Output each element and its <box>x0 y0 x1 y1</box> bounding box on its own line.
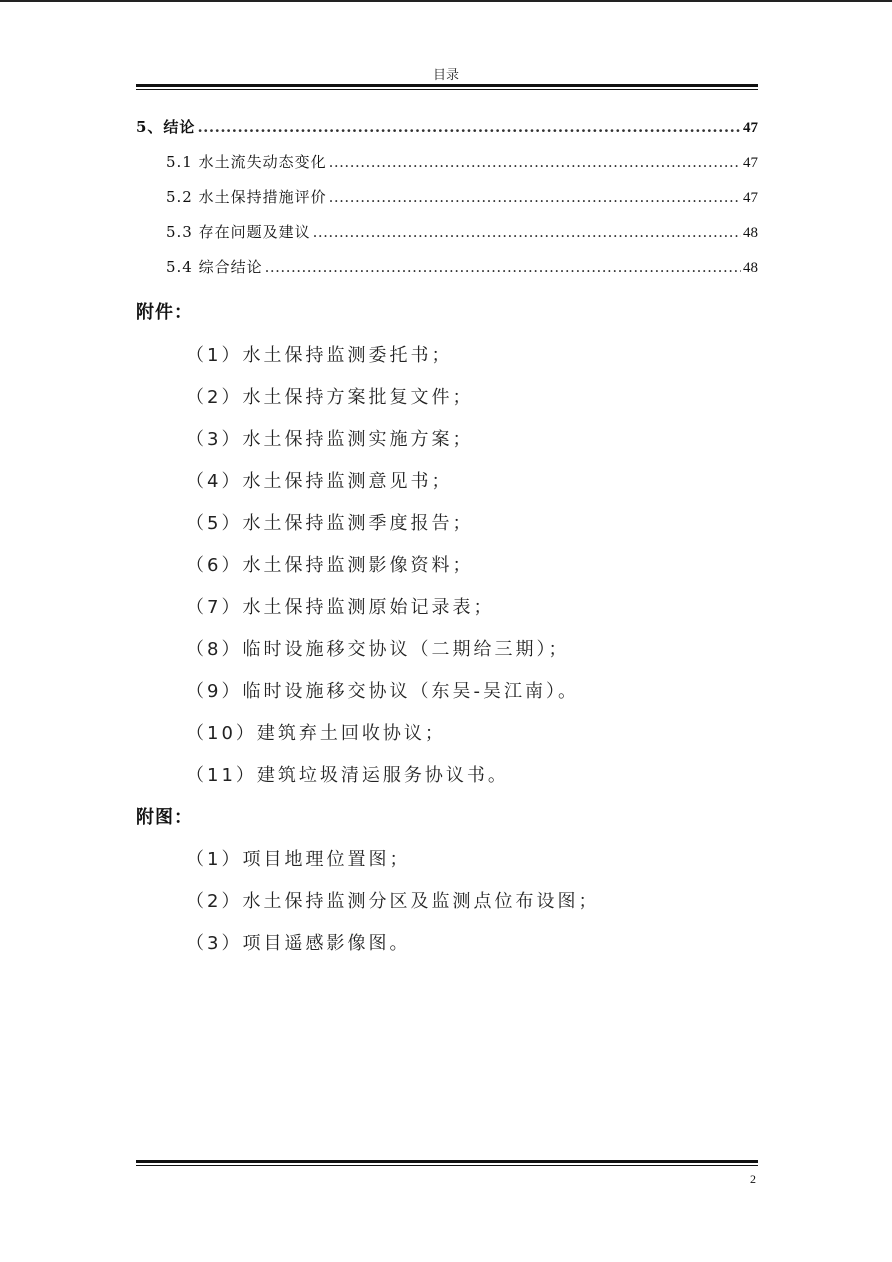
footer-rule-thin <box>136 1165 758 1166</box>
toc-entry-5-2[interactable] <box>166 186 758 208</box>
toc-label: 5.1 水土流失动态变化 <box>166 153 327 171</box>
toc-page-number: 47 <box>743 155 758 171</box>
attachment-item: （6）水土保持监测影像资料； <box>186 555 474 576</box>
toc-label: 5.3 存在问题及建议 <box>166 223 311 241</box>
attachment-item: （11）建筑垃圾清运服务协议书。 <box>186 765 509 786</box>
figure-item: （2）水土保持监测分区及监测点位布设图； <box>186 891 600 912</box>
figures-heading: 附图： <box>136 807 193 828</box>
attachment-item: （9）临时设施移交协议（东吴-吴江南）。 <box>186 681 579 702</box>
toc-entry-5-4[interactable] <box>166 256 758 278</box>
figure-item: （1）项目地理位置图； <box>186 849 411 870</box>
toc-leader-dots <box>329 188 741 206</box>
attachment-item: （8）临时设施移交协议（二期给三期）； <box>186 639 570 660</box>
toc-page-number: 48 <box>743 260 758 276</box>
toc-page-number: 47 <box>743 190 758 206</box>
attachment-item: （3）水土保持监测实施方案； <box>186 429 474 450</box>
toc-entry-5[interactable] <box>136 116 758 138</box>
toc-entry-5-1[interactable] <box>166 151 758 173</box>
toc-leader-dots <box>197 118 741 136</box>
toc-label: 5、结论 <box>136 118 196 136</box>
header-rule-thin <box>136 89 758 90</box>
attachment-item: （10）建筑弃土回收协议； <box>186 723 446 744</box>
attachment-item: （2）水土保持方案批复文件； <box>186 387 474 408</box>
attachment-item: （5）水土保持监测季度报告； <box>186 513 474 534</box>
attachment-item: （1）水土保持监测委托书； <box>186 345 453 366</box>
page-number: 2 <box>750 1172 756 1186</box>
toc-page-number: 48 <box>743 225 758 241</box>
toc-label: 5.4 综合结论 <box>166 258 263 276</box>
attachments-heading: 附件： <box>136 302 193 323</box>
header-rule-thick <box>136 84 758 87</box>
attachment-item: （4）水土保持监测意见书； <box>186 471 453 492</box>
toc-leader-dots <box>329 153 741 171</box>
toc-leader-dots <box>313 223 741 241</box>
running-header-title: 目录 <box>432 68 459 83</box>
toc-label: 5.2 水土保持措施评价 <box>166 188 327 206</box>
page-top-border <box>0 0 892 2</box>
attachment-item: （7）水土保持监测原始记录表； <box>186 597 495 618</box>
footer-rule-thick <box>136 1160 758 1163</box>
toc-page-number: 47 <box>743 120 758 136</box>
toc-entry-5-3[interactable] <box>166 221 758 243</box>
figure-item: （3）项目遥感影像图。 <box>186 933 411 954</box>
toc-leader-dots <box>265 258 741 276</box>
